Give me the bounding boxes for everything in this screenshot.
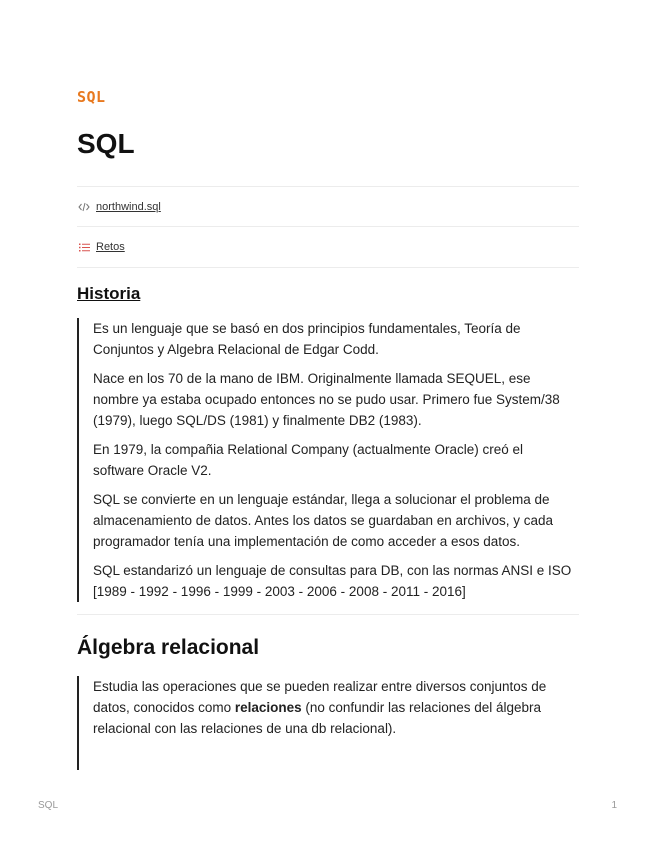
page-title: SQL — [77, 128, 135, 159]
retos-link[interactable]: Retos — [96, 241, 125, 253]
property-row-file — [77, 186, 579, 227]
algebra-quote — [77, 676, 577, 770]
page-number: 1 — [611, 800, 617, 811]
algebra-heading: Álgebra relacional — [77, 636, 260, 659]
list-icon — [77, 243, 91, 252]
section-divider — [77, 614, 579, 615]
code-icon — [77, 202, 91, 212]
historia-quote — [77, 318, 577, 602]
relaciones-term: relaciones — [234, 700, 302, 715]
footer-title: SQL — [38, 800, 59, 811]
northwind-sql-link[interactable]: northwind.sql — [96, 201, 161, 213]
historia-paragraph: SQL estandarizó un lenguaje de consultas para DB, con las normas ANSI e ISO [1989 - 1992 - 1996 - 1999 - 2003 - 2006 - 2008 - 2011 - 2016] — [93, 563, 572, 599]
historia-paragraph: SQL se convierte en un lenguaje estándar, llega a solucionar el problema de almacenamiento de datos. Antes los datos se guardaban en archivos, y cada programador tenía una implementación de como acceder a esos datos. — [93, 492, 554, 549]
property-row-retos — [77, 226, 579, 268]
historia-paragraph: Nace en los 70 de la mano de IBM. Originalmente llamada SEQUEL, ese nombre ya estaba ocupado entonces no se pudo usar. Primero fue System/38 (1979), luego SQL/DS (1981) y finalmente DB2 (1983). — [93, 371, 560, 428]
algebra-paragraph: Estudia las operaciones que se pueden realizar entre diversos conjuntos de datos, conocidos como relaciones (no confundir las relaciones del álgebra relacional con las relaciones de una db relacional). — [93, 679, 547, 736]
historia-paragraph: En 1979, la compañia Relational Company (actualmente Oracle) creó el software Oracle V2. — [93, 442, 523, 478]
historia-heading: Historia — [77, 284, 141, 303]
historia-paragraph: Es un lenguaje que se basó en dos principios fundamentales, Teoría de Conjuntos y Algebra Relacional de Edgar Codd. — [93, 321, 521, 357]
sql-logo: SQL — [77, 88, 106, 106]
